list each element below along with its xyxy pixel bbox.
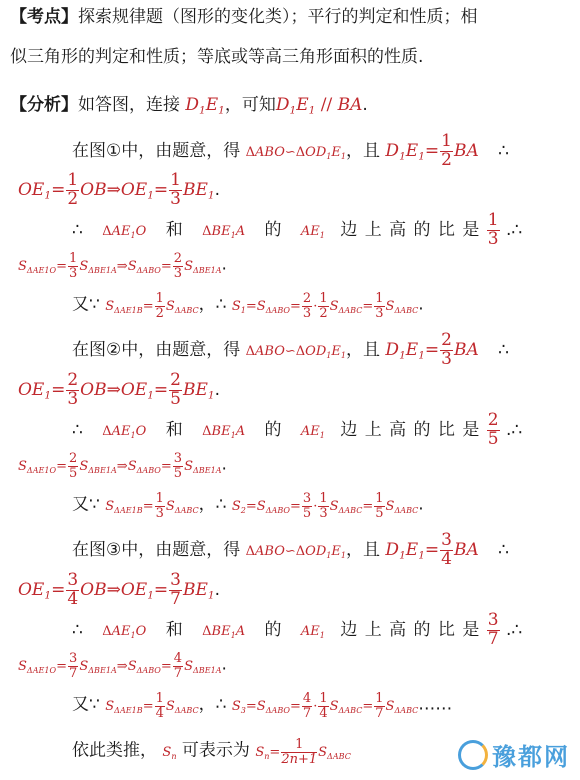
watermark-text: 豫都网 — [492, 743, 570, 771]
math-area-1: $S_{\Delta AE1O}=$ $\frac{1}{3}$ $S_{\Delta BE1A}\Rightarrow S_{\Delta ABO}=$ $\frac{2}{3}$ $S_{\Delta BE1A}$ — [18, 251, 222, 281]
math-oe1-3: $OE_1=$ $\frac{3}{4}$ $OB\Rightarrow OE_1=$ $\frac{3}{7}$ $BE_1$ — [18, 570, 215, 609]
fig3-intro — [72, 532, 580, 569]
yi-ci: 依此类推， — [72, 740, 157, 761]
math-d1e1: $D_1E_1$ — [185, 95, 225, 117]
math-ratio-1-3: $\frac{1}{3}$ — [487, 210, 499, 249]
ellipsis: …… — [418, 694, 453, 715]
fig2-text: 在图②中，由题意，得 — [72, 339, 241, 360]
fenxi-text-1: 如答图，连接 — [78, 95, 180, 115]
math-s2: $S_{\Delta AE1B}=$ $\frac{1}{3}$ $S_{\Delta ABC}$ — [105, 491, 199, 521]
de-2: 的 — [264, 419, 282, 440]
kaodian-label: 【考点】 — [10, 7, 78, 27]
fenxi-text-3: . — [362, 95, 368, 115]
ke-biao: 可表示为 — [181, 740, 250, 761]
math-tri-ae1o-3: $\Delta AE_1O$ — [102, 623, 147, 640]
math-similar-1: $\Delta ABO∽\Delta OD_1E_1$ — [245, 144, 347, 161]
math-oe1-2: $OE_1=$ $\frac{2}{3}$ $OB\Rightarrow OE_1=$ $\frac{2}{5}$ $BE_1$ — [18, 370, 215, 409]
fig2-area: $S_{\Delta AE1O}=$ $\frac{2}{5}$ $S_{\Delta BE1A}\Rightarrow S_{\Delta ABO}=$ $\frac{3}{5}$ $S_{\Delta BE1A}$. — [18, 451, 227, 481]
qie-1: ，且 — [346, 140, 381, 161]
math-ratio-2-5: $\frac{2}{5}$ — [487, 410, 499, 449]
therefore-3b: ∴ — [72, 619, 83, 640]
kaodian-text-2: 似三角形的判定和性质；等底或等高三角形面积的性质. — [10, 47, 424, 67]
fig3-ratio: ∴ $\Delta AE_1O$ 和 $\Delta BE_1A$ 的 $AE_1$ 边 上 高 的 比 是 $\frac{3}{7}$ .∴ — [72, 610, 523, 649]
math-tri-be1a-2: $\Delta BE_1A$ — [202, 423, 246, 440]
therefore-2: ∴ — [498, 339, 509, 360]
fig2-intro — [72, 332, 580, 369]
watermark — [458, 737, 570, 772]
math-tri-ae1o-1: $\Delta AE_1O$ — [102, 223, 147, 240]
math-area-2: $S_{\Delta AE1O}=$ $\frac{2}{5}$ $S_{\Delta BE1A}\Rightarrow S_{\Delta ABO}=$ $\frac{3}{5}$ $S_{\Delta BE1A}$ — [18, 451, 222, 481]
fig1-s1: 又∵ $S_{\Delta AE1B}=$ $\frac{1}{2}$ $S_{\Delta ABC}$，∴ $S_1=S_{\Delta ABO}=$ $\frac{2}{3}$ · $\frac{1}{2}$ $S_{\Delta ABC}=$ $\frac{1}{3}$ $S_{\Delta ABC}$. — [72, 291, 424, 321]
math-sn: $S_n$ — [162, 744, 177, 761]
math-area-3: $S_{\Delta AE1O}=$ $\frac{3}{7}$ $S_{\Delta BE1A}\Rightarrow S_{\Delta ABO}=$ $\frac{4}{7}$ $S_{\Delta BE1A}$ — [18, 651, 222, 681]
bian-gao-2: 边 上 高 的 比 是 — [340, 419, 481, 440]
fig3-area: $S_{\Delta AE1O}=$ $\frac{3}{7}$ $S_{\Delta BE1A}\Rightarrow S_{\Delta ABO}=$ $\frac{4}{7}$ $S_{\Delta BE1A}$. — [18, 651, 227, 681]
qie-3: ，且 — [346, 539, 381, 560]
math-tri-ae1o-2: $\Delta AE_1O$ — [102, 423, 147, 440]
math-ae1-1: $AE_1$ — [300, 223, 325, 240]
kaodian-line-1 — [10, 6, 580, 28]
math-oe1-1: $OE_1=$ $\frac{1}{2}$ $OB\Rightarrow OE_1=$ $\frac{1}{3}$ $BE_1$ — [18, 170, 215, 209]
watermark-logo-icon — [458, 740, 488, 770]
he-3: 和 — [165, 619, 183, 640]
math-parallel: $D_1E_1$ // BA — [275, 95, 363, 117]
therefore-2b: ∴ — [72, 419, 83, 440]
de-1: 的 — [264, 219, 282, 240]
math-sn-formula: $S_n=$ $\frac{1}{2n+1}$ $S_{\Delta ABC}$ — [255, 737, 351, 767]
bian-gao-3: 边 上 高 的 比 是 — [340, 619, 481, 640]
math-d1e1-ratio-1: $D_1E_1=$ $\frac{1}{2}$ BA — [385, 131, 479, 170]
fig1-intro — [72, 133, 580, 170]
bian-gao-1: 边 上 高 的 比 是 — [340, 219, 481, 240]
fenxi-line — [10, 94, 580, 122]
math-tri-be1a-3: $\Delta BE_1A$ — [202, 623, 246, 640]
therefore-1: ∴ — [498, 140, 509, 161]
math-d1e1-ratio-3: $D_1E_1=$ $\frac{3}{4}$ BA — [385, 530, 479, 569]
fenxi-label: 【分析】 — [10, 95, 78, 115]
math-d1e1-ratio-2: $D_1E_1=$ $\frac{2}{3}$ BA — [385, 330, 479, 369]
fig1-text: 在图①中，由题意，得 — [72, 140, 241, 161]
you-2: 又∵ — [72, 494, 100, 515]
math-similar-2: $\Delta ABO∽\Delta OD_1E_1$ — [245, 343, 347, 360]
math-ae1-3: $AE_1$ — [300, 623, 325, 640]
kaodian-line-2 — [10, 46, 580, 68]
math-s1: $S_{\Delta AE1B}=$ $\frac{1}{2}$ $S_{\Delta ABC}$ — [105, 291, 199, 321]
fig2-ratio: ∴ $\Delta AE_1O$ 和 $\Delta BE_1A$ 的 $AE_1$ 边 上 高 的 比 是 $\frac{2}{5}$ .∴ — [72, 410, 523, 449]
fig1-oe1: $OE_1=$ $\frac{1}{2}$ $OB\Rightarrow OE_1=$ $\frac{1}{3}$ $BE_1$. — [18, 170, 220, 209]
fig3-s3: 又∵ $S_{\Delta AE1B}=$ $\frac{1}{4}$ $S_{\Delta ABC}$，∴ $S_3=S_{\Delta ABO}=$ $\frac{4}{7}$ · $\frac{1}{4}$ $S_{\Delta ABC}=$ $\frac{1}{7}$ $S_{\Delta ABC}\dots\dots$ — [72, 691, 453, 721]
math-s1-result: $S_1=S_{\Delta ABO}=$ $\frac{2}{3}$ · $\frac{1}{2}$ $S_{\Delta ABC}=$ $\frac{1}{3}$ $S_{\Delta ABC}$ — [231, 291, 419, 321]
fig3-text: 在图③中，由题意，得 — [72, 539, 241, 560]
math-ae1-2: $AE_1$ — [300, 423, 325, 440]
math-s3: $S_{\Delta AE1B}=$ $\frac{1}{4}$ $S_{\Delta ABC}$ — [105, 691, 199, 721]
math-tri-be1a-1: $\Delta BE_1A$ — [202, 223, 246, 240]
you-3: 又∵ — [72, 694, 100, 715]
fig3-oe1: $OE_1=$ $\frac{3}{4}$ $OB\Rightarrow OE_1=$ $\frac{3}{7}$ $BE_1$. — [18, 570, 220, 609]
therefore-1b: ∴ — [72, 219, 83, 240]
math-s2-result: $S_2=S_{\Delta ABO}=$ $\frac{3}{5}$ · $\frac{1}{3}$ $S_{\Delta ABC}=$ $\frac{1}{5}$ $S_{\Delta ABC}$ — [231, 491, 419, 521]
qie-2: ，且 — [346, 339, 381, 360]
math-ratio-3-7: $\frac{3}{7}$ — [487, 610, 499, 649]
kaodian-text-1: 探索规律题（图形的变化类）；平行的判定和性质；相 — [78, 7, 478, 27]
he-2: 和 — [165, 419, 183, 440]
de-3: 的 — [264, 619, 282, 640]
fig1-ratio: ∴ $\Delta AE_1O$ 和 $\Delta BE_1A$ 的 $AE_1$ 边 上 高 的 比 是 $\frac{1}{3}$ .∴ — [72, 210, 523, 249]
math-s3-result: $S_3=S_{\Delta ABO}=$ $\frac{4}{7}$ · $\frac{1}{4}$ $S_{\Delta ABC}=$ $\frac{1}{7}$ $S_{\Delta ABC}$ — [231, 691, 419, 721]
fig2-oe1: $OE_1=$ $\frac{2}{3}$ $OB\Rightarrow OE_1=$ $\frac{2}{5}$ $BE_1$. — [18, 370, 220, 409]
therefore-3: ∴ — [498, 539, 509, 560]
math-similar-3: $\Delta ABO∽\Delta OD_1E_1$ — [245, 543, 347, 560]
you-1: 又∵ — [72, 294, 100, 315]
fenxi-text-2: ，可知 — [224, 95, 276, 115]
fig1-area: $S_{\Delta AE1O}=$ $\frac{1}{3}$ $S_{\Delta BE1A}\Rightarrow S_{\Delta ABO}=$ $\frac{2}{3}$ $S_{\Delta BE1A}$. — [18, 251, 227, 281]
fig2-s2: 又∵ $S_{\Delta AE1B}=$ $\frac{1}{3}$ $S_{\Delta ABC}$，∴ $S_2=S_{\Delta ABO}=$ $\frac{3}{5}$ · $\frac{1}{3}$ $S_{\Delta ABC}=$ $\frac{1}{5}$ $S_{\Delta ABC}$. — [72, 491, 424, 521]
he-1: 和 — [165, 219, 183, 240]
